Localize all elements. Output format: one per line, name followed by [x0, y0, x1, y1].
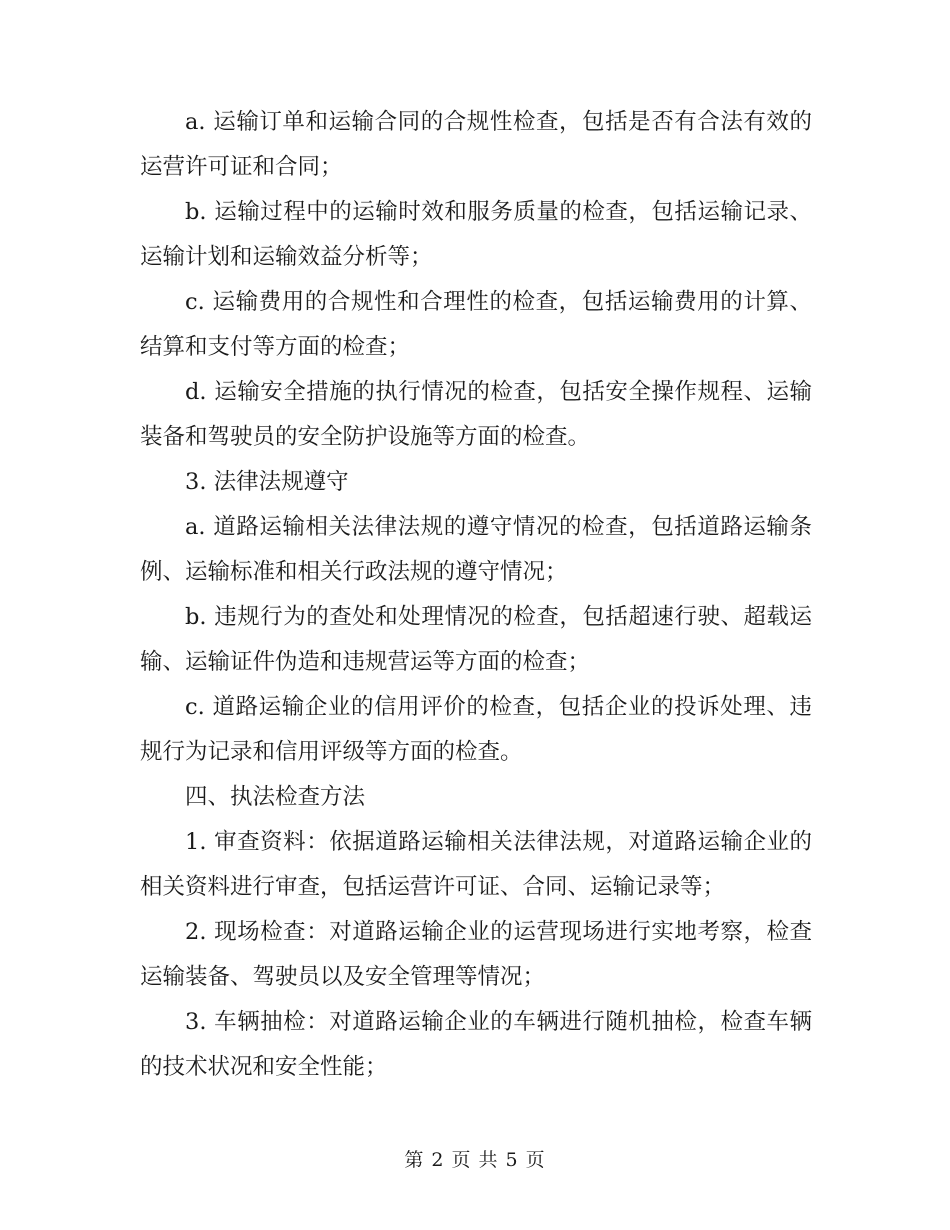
paragraph-method-1-review: 1. 审查资料：依据道路运输相关法律法规，对道路运输企业的相关资料进行审查，包括运营许可证、合同、运输记录等； — [140, 829, 812, 900]
paragraph-item-d-safety: d. 运输安全措施的执行情况的检查，包括安全操作规程、运输装备和驾驶员的安全防护设施等方面的检查。 — [140, 379, 812, 450]
paragraph-item-a-laws: a. 道路运输相关法律法规的遵守情况的检查，包括道路运输条例、运输标准和相关行政法规的遵守情况； — [140, 514, 812, 585]
paragraph-method-2-onsite: 2. 现场检查：对道路运输企业的运营现场进行实地考察，检查运输装备、驾驶员以及安全管理等情况； — [140, 919, 812, 990]
page-footer: 第 2 页 共 5 页 — [404, 1149, 546, 1171]
paragraph-item-a-contracts: a. 运输订单和运输合同的合规性检查，包括是否有合法有效的运营许可证和合同； — [140, 109, 812, 180]
document-body — [140, 100, 812, 1090]
paragraph-item-c-fees: c. 运输费用的合规性和合理性的检查，包括运输费用的计算、结算和支付等方面的检查； — [140, 289, 812, 360]
paragraph-item-c-credit: c. 道路运输企业的信用评价的检查，包括企业的投诉处理、违规行为记录和信用评级等方面的检查。 — [140, 694, 812, 765]
paragraph-method-3-vehicle: 3. 车辆抽检：对道路运输企业的车辆进行随机抽检，检查车辆的技术状况和安全性能； — [140, 1009, 812, 1080]
paragraph-item-b-timeliness: b. 运输过程中的运输时效和服务质量的检查，包括运输记录、运输计划和运输效益分析等； — [140, 199, 812, 270]
section-heading-methods: 四、执法检查方法 — [185, 784, 366, 810]
paragraph-item-b-violations: b. 违规行为的查处和处理情况的检查，包括超速行驶、超载运输、运输证件伪造和违规营运等方面的检查； — [140, 604, 812, 675]
section-heading-compliance: 3. 法律法规遵守 — [185, 469, 349, 495]
